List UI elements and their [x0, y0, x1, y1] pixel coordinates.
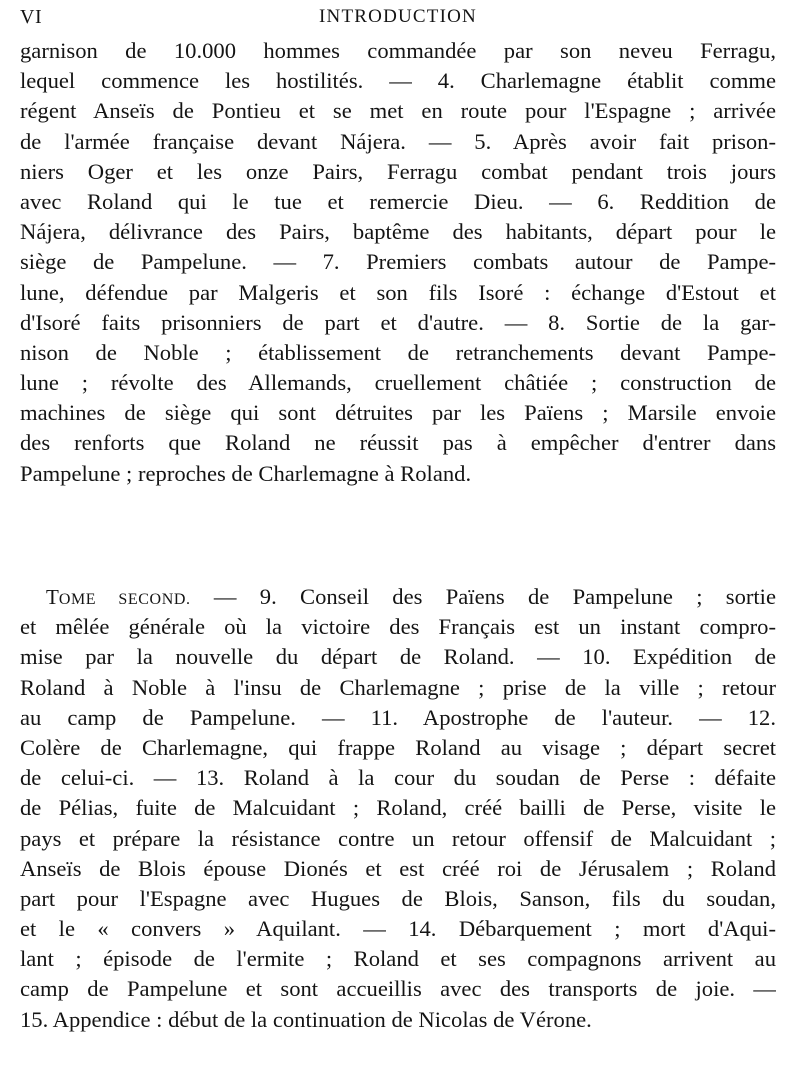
text-line: machines de siège qui sont détruites par les Païens ; Marsile envoie: [20, 400, 776, 426]
text-line: et mêlée générale où la victoire des Français est un instant compro-: [20, 614, 776, 640]
paragraph-tome-second: [20, 582, 776, 1035]
tome-heading-small-caps: OME SECOND.: [58, 591, 191, 608]
text-line: de l'armée française devant Nájera. — 5. Après avoir fait prison-: [20, 128, 776, 154]
text-line: 15. Appendice : début de la continuation de Nicolas de Vérone.: [20, 1006, 592, 1032]
text-line: Pampelune ; reproches de Charlemagne à Roland.: [20, 460, 472, 486]
text-line: lune ; révolte des Allemands, cruellement châtiée ; construction de: [20, 370, 776, 396]
text-line: lant ; épisode de l'ermite ; Roland et ses compagnons arrivent au: [20, 946, 776, 972]
page-number: VI: [20, 6, 43, 28]
text-line-rest: — 9. Conseil des Païens de Pampelune ; sortie: [190, 584, 776, 609]
text-line: part pour l'Espagne avec Hugues de Blois, Sanson, fils du soudan,: [20, 885, 776, 911]
text-line: et le « convers » Aquilant. — 14. Débarquement ; mort d'Aqui-: [20, 916, 776, 942]
text-line: garnison de 10.000 hommes commandée par son neveu Ferragu,: [20, 38, 776, 63]
text-line: au camp de Pampelune. — 11. Apostrophe de l'auteur. — 12.: [20, 704, 776, 730]
text-line: des renforts que Roland ne réussit pas à empêcher d'entrer dans: [20, 430, 776, 456]
text-line: pays et prépare la résistance contre un retour offensif de Malcuidant ;: [20, 825, 776, 851]
text-line: d'Isoré faits prisonniers de part et d'autre. — 8. Sortie de la gar-: [20, 309, 776, 335]
text-line: niers Oger et les onze Pairs, Ferragu combat pendant trois jours: [20, 158, 776, 184]
text-line: lequel commence les hostilités. — 4. Charlemagne établit comme: [20, 68, 776, 94]
running-title: INTRODUCTION: [319, 6, 477, 27]
text-line: avec Roland qui le tue et remercie Dieu. — 6. Reddition de: [20, 188, 776, 214]
text-line: camp de Pampelune et sont accueillis avec des transports de joie. —: [20, 976, 776, 1002]
text-line: nison de Noble ; établissement de retranchements devant Pampe-: [20, 339, 776, 365]
text-line: Roland à Noble à l'insu de Charlemagne ; prise de la ville ; retour: [20, 674, 776, 700]
paragraph-summary-tome-one: [20, 36, 776, 489]
text-line: Nájera, délivrance des Pairs, baptême des habitants, départ pour le: [20, 219, 776, 245]
text-line: Colère de Charlemagne, qui frappe Roland au visage ; départ secret: [20, 734, 776, 760]
text-line: de Pélias, fuite de Malcuidant ; Roland, créé bailli de Perse, visite le: [20, 795, 776, 821]
text-line-lead: [20, 582, 776, 612]
text-line: mise par la nouvelle du départ de Roland. — 10. Expédition de: [20, 644, 776, 670]
text-line: siège de Pampelune. — 7. Premiers combats autour de Pampe-: [20, 249, 776, 275]
tome-heading-initial: T: [46, 585, 59, 609]
text-line: lune, défendue par Malgeris et son fils Isoré : échange d'Estout et: [20, 279, 776, 305]
text-line: de celui-ci. — 13. Roland à la cour du soudan de Perse : défaite: [20, 765, 776, 791]
running-head: [20, 6, 776, 34]
text-line: régent Anseïs de Pontieu et se met en route pour l'Espagne ; arrivée: [20, 98, 776, 124]
text-line: Anseïs de Blois épouse Dionés et est créé roi de Jérusalem ; Roland: [20, 855, 776, 881]
